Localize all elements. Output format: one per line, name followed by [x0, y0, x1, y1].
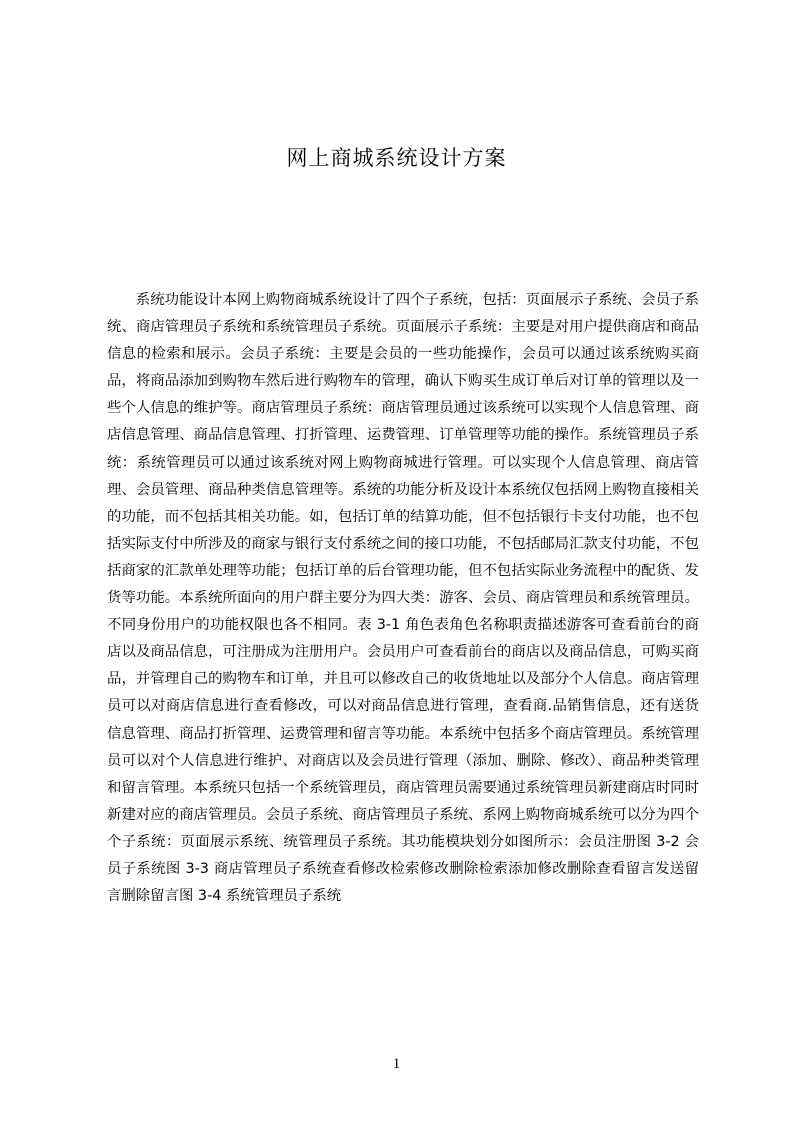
page-number: 1 — [392, 1056, 401, 1072]
body-paragraph: 系统功能设计本网上购物商城系统设计了四个子系统，包括：页面展示子系统、会员子系统、商店管理员子系统和系统管理员子系统。页面展示子系统：主要是对用户提供商店和商品信息的检索和展示。会员子系统：主要是会员的一些功能操作，会员可以通过该系统购买商品，将商品添加到购物车然后进行购物车的管理，确认下购买生成订单后对订单的管理以及一些个人信息的维护等。商店管理员子系统：商店管理员通过该系统可以实现个人信息管理、商店信息管理、商品信息管理、打折管理、运费管理、订单管理等功能的操作。系统管理员子系统：系统管理员可以通过该系统对网上购物商城进行管理。可以实现个人信息管理、商店管理、会员管理、商品种类信息管理等。系统的功能分析及设计本系统仅包括网上购物直接相关的功能，而不包括其相关功能。如，包括订单的结算功能，但不包括银行卡支付功能，也不包括实际支付中所涉及的商家与银行支付系统之间的接口功能，不包括邮局汇款支付功能，不包括商家的汇款单处理等功能；包括订单的后台管理功能，但不包括实际业务流程中的配货、发货等功能。本系统所面向的用户群主要分为四大类：游客、会员、商店管理员和系统管理员。不同身份用户的功能权限也各不相同。表 3-1 角色表角色名称职责描述游客可查看前台的商店以及商品信息，可注册成为注册用户。会员用户可查看前台的商店以及商品信息，可购买商品，并管理自己的购物车和订单，并且可以修改自己的收货地址以及部分个人信息。商店管理员可以对商店信息进行查看修改，可以对商品信息进行管理，查看商.品销售信息，还有送货信息管理、商品打折管理、运费管理和留言等功能。本系统中包括多个商店管理员。系统管理员可以对个人信息进行维护、对商店以及会员进行管理（添加、删除、修改）、商品种类管理和留言管理。本系统只包括一个系统管理员，商店管理员需要通过系统管理员新建商店时同时新建对应的商店管理员。会员子系统、商店管理员子系统、系网上购物商城系统可以分为四个个子系统：页面展示系统、统管理员子系统。其功能模块划分如图所示：会员注册图 3-2 会员子系统图 3-3 商店管理员子系统查看修改检索修改删除检索添加修改删除查看留言发送留言删除留言图 3-4 系统管理员子系统 — [107, 292, 699, 905]
document-title: 网上商城系统设计方案 — [286, 146, 507, 170]
